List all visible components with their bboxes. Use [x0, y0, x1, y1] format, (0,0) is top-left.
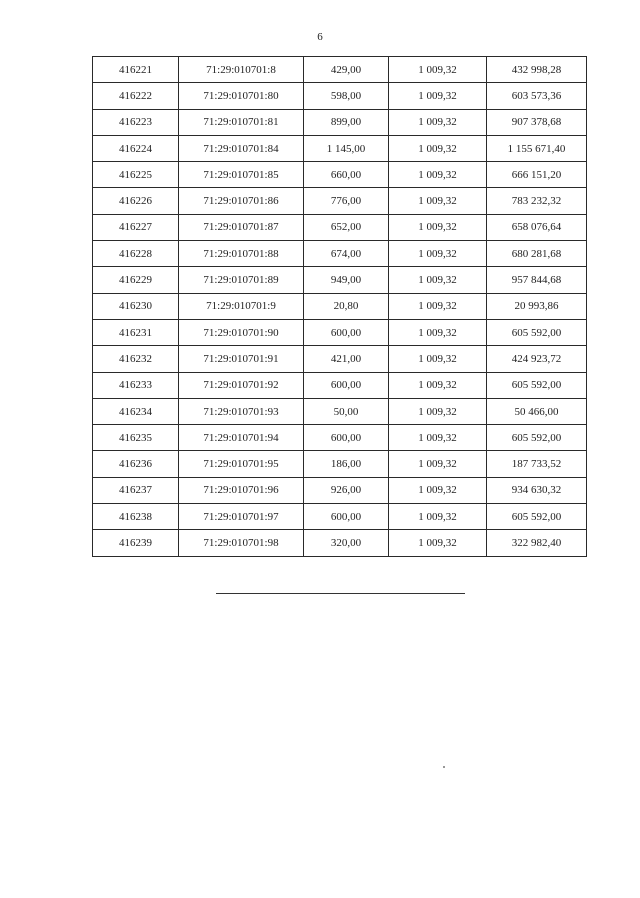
table-row: [93, 425, 587, 451]
table-row: [93, 398, 587, 424]
area-cell: 600,00: [304, 425, 389, 451]
cadastral-number-cell: 71:29:010701:95: [179, 451, 304, 477]
table-row: [93, 372, 587, 398]
value-cell: 907 378,68: [487, 109, 587, 135]
value-cell: 957 844,68: [487, 267, 587, 293]
table-row: [93, 267, 587, 293]
rate-cell: 1 009,32: [389, 214, 487, 240]
area-cell: 20,80: [304, 293, 389, 319]
rate-cell: 1 009,32: [389, 241, 487, 267]
cadastral-number-cell: 71:29:010701:80: [179, 83, 304, 109]
cadastral-number-cell: 71:29:010701:97: [179, 504, 304, 530]
value-cell: 20 993,86: [487, 293, 587, 319]
cadastral-number-cell: 71:29:010701:94: [179, 425, 304, 451]
record-number-cell: 416225: [93, 162, 179, 188]
rate-cell: 1 009,32: [389, 162, 487, 188]
value-cell: 605 592,00: [487, 425, 587, 451]
value-cell: 187 733,52: [487, 451, 587, 477]
record-number-cell: 416231: [93, 319, 179, 345]
area-cell: 674,00: [304, 241, 389, 267]
end-of-document-rule: [216, 593, 465, 594]
cadastral-number-cell: 71:29:010701:91: [179, 346, 304, 372]
value-cell: 432 998,28: [487, 57, 587, 83]
record-number-cell: 416239: [93, 530, 179, 556]
table-row: [93, 57, 587, 83]
area-cell: 186,00: [304, 451, 389, 477]
cadastral-number-cell: 71:29:010701:87: [179, 214, 304, 240]
value-cell: 322 982,40: [487, 530, 587, 556]
rate-cell: 1 009,32: [389, 425, 487, 451]
area-cell: 776,00: [304, 188, 389, 214]
table-row: [93, 477, 587, 503]
record-number-cell: 416222: [93, 83, 179, 109]
table-row: [93, 135, 587, 161]
record-number-cell: 416234: [93, 398, 179, 424]
area-cell: 660,00: [304, 162, 389, 188]
record-number-cell: 416227: [93, 214, 179, 240]
rate-cell: 1 009,32: [389, 451, 487, 477]
area-cell: 50,00: [304, 398, 389, 424]
rate-cell: 1 009,32: [389, 477, 487, 503]
area-cell: 652,00: [304, 214, 389, 240]
table-row: [93, 319, 587, 345]
table-row: [93, 293, 587, 319]
cadastral-number-cell: 71:29:010701:93: [179, 398, 304, 424]
record-number-cell: 416233: [93, 372, 179, 398]
value-cell: 783 232,32: [487, 188, 587, 214]
value-cell: 666 151,20: [487, 162, 587, 188]
value-cell: 424 923,72: [487, 346, 587, 372]
table-row: [93, 109, 587, 135]
scan-speck: [443, 766, 445, 768]
record-number-cell: 416221: [93, 57, 179, 83]
cadastral-number-cell: 71:29:010701:85: [179, 162, 304, 188]
area-cell: 320,00: [304, 530, 389, 556]
record-number-cell: 416228: [93, 241, 179, 267]
cadastral-number-cell: 71:29:010701:81: [179, 109, 304, 135]
value-cell: 658 076,64: [487, 214, 587, 240]
rate-cell: 1 009,32: [389, 83, 487, 109]
area-cell: 598,00: [304, 83, 389, 109]
area-cell: 429,00: [304, 57, 389, 83]
record-number-cell: 416238: [93, 504, 179, 530]
record-number-cell: 416236: [93, 451, 179, 477]
page-number: 6: [317, 31, 323, 43]
cadastral-number-cell: 71:29:010701:86: [179, 188, 304, 214]
area-cell: 421,00: [304, 346, 389, 372]
table-row: [93, 346, 587, 372]
rate-cell: 1 009,32: [389, 319, 487, 345]
area-cell: 1 145,00: [304, 135, 389, 161]
cadastral-number-cell: 71:29:010701:98: [179, 530, 304, 556]
record-number-cell: 416232: [93, 346, 179, 372]
table-row: [93, 83, 587, 109]
value-cell: 680 281,68: [487, 241, 587, 267]
table-body: [93, 57, 587, 557]
cadastral-number-cell: 71:29:010701:88: [179, 241, 304, 267]
table-row: [93, 530, 587, 556]
area-cell: 600,00: [304, 504, 389, 530]
area-cell: 899,00: [304, 109, 389, 135]
rate-cell: 1 009,32: [389, 398, 487, 424]
record-number-cell: 416230: [93, 293, 179, 319]
cadastral-number-cell: 71:29:010701:92: [179, 372, 304, 398]
value-cell: 605 592,00: [487, 319, 587, 345]
table-row: [93, 188, 587, 214]
record-number-cell: 416237: [93, 477, 179, 503]
cadastral-number-cell: 71:29:010701:8: [179, 57, 304, 83]
value-cell: 934 630,32: [487, 477, 587, 503]
rate-cell: 1 009,32: [389, 372, 487, 398]
record-number-cell: 416224: [93, 135, 179, 161]
value-cell: 603 573,36: [487, 83, 587, 109]
rate-cell: 1 009,32: [389, 135, 487, 161]
cadastral-number-cell: 71:29:010701:84: [179, 135, 304, 161]
table-row: [93, 504, 587, 530]
value-cell: 605 592,00: [487, 504, 587, 530]
rate-cell: 1 009,32: [389, 504, 487, 530]
value-cell: 1 155 671,40: [487, 135, 587, 161]
value-cell: 50 466,00: [487, 398, 587, 424]
area-cell: 949,00: [304, 267, 389, 293]
rate-cell: 1 009,32: [389, 293, 487, 319]
cadastral-number-cell: 71:29:010701:9: [179, 293, 304, 319]
record-number-cell: 416229: [93, 267, 179, 293]
rate-cell: 1 009,32: [389, 530, 487, 556]
record-number-cell: 416223: [93, 109, 179, 135]
cadastral-number-cell: 71:29:010701:89: [179, 267, 304, 293]
cadastral-number-cell: 71:29:010701:90: [179, 319, 304, 345]
rate-cell: 1 009,32: [389, 57, 487, 83]
rate-cell: 1 009,32: [389, 188, 487, 214]
area-cell: 926,00: [304, 477, 389, 503]
rate-cell: 1 009,32: [389, 267, 487, 293]
table-row: [93, 451, 587, 477]
area-cell: 600,00: [304, 372, 389, 398]
rate-cell: 1 009,32: [389, 346, 487, 372]
data-table: [92, 56, 587, 557]
record-number-cell: 416226: [93, 188, 179, 214]
area-cell: 600,00: [304, 319, 389, 345]
rate-cell: 1 009,32: [389, 109, 487, 135]
record-number-cell: 416235: [93, 425, 179, 451]
cadastral-number-cell: 71:29:010701:96: [179, 477, 304, 503]
table-row: [93, 162, 587, 188]
table-row: [93, 241, 587, 267]
value-cell: 605 592,00: [487, 372, 587, 398]
table-row: [93, 214, 587, 240]
